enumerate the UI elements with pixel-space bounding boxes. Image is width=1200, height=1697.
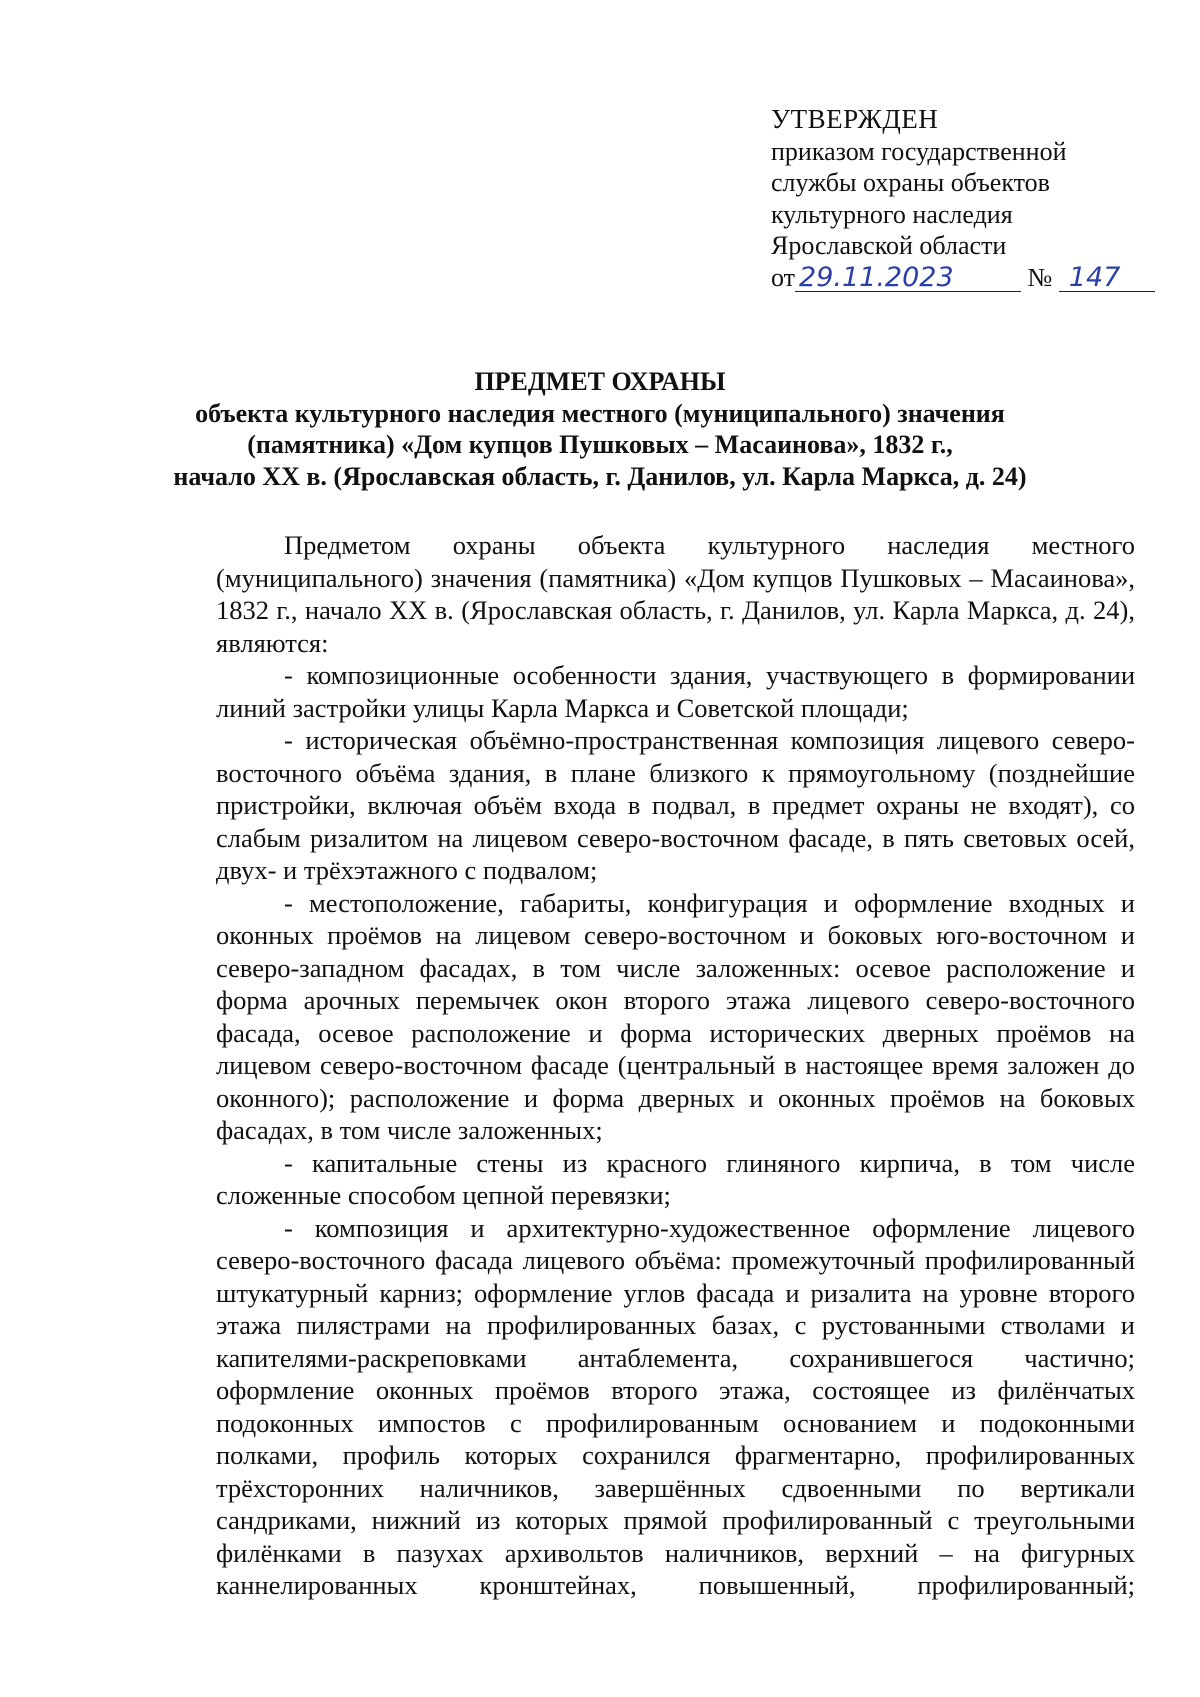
document-body: [216, 529, 1135, 1602]
body-paragraph: Предметом охраны объекта культурного наследия местного (муниципального) значения (памятника) «Дом купцов Пушковых – Масаинова», 1832 г., начало XX в. (Ярославская область, г. Данилов, ул. Карла Маркса, д. 24), являются:: [216, 530, 1135, 658]
date-blank: [795, 261, 1021, 293]
number-prefix: №: [1027, 262, 1053, 292]
approval-line: Ярославской области: [771, 231, 1007, 260]
body-paragraph: - капитальные стены из красного глиняного кирпича, в том числе сложенные способом цепной перевязки;: [216, 1147, 1135, 1210]
body-paragraph: - композиционные особенности здания, участвующего в формировании линий застройки улицы Карла Маркса и Советской площади;: [216, 660, 1135, 723]
heading-title: ПРЕДМЕТ ОХРАНЫ: [474, 367, 726, 396]
date-prefix: от: [771, 262, 796, 292]
handwritten-number: 147: [1068, 261, 1121, 293]
heading-line: объекта культурного наследия местного (муниципального) значения: [195, 398, 1005, 428]
handwritten-date: 29.11.2023: [799, 261, 954, 293]
document-heading: [0, 366, 1200, 492]
heading-line: (памятника) «Дом купцов Пушковых – Масаинова», 1832 г.,: [247, 430, 953, 459]
number-blank: [1059, 261, 1155, 293]
approval-line: службы охраны объектов: [771, 168, 1050, 197]
body-paragraph: - историческая объёмно-пространственная композиция лицевого северо-восточного объёма здания, в плане близкого к прямоугольному (позднейшие пристройки, включая объём входа в подвал, в предмет охраны не входят), со слабым ризалитом на лицевом северо-восточном фасаде, в пять световых осей, двух- и трёхэтажного с подвалом;: [216, 725, 1135, 885]
body-paragraph: - композиция и архитектурно-художественное оформление лицевого северо-восточного фасада лицевого объёма: промежуточный профилированный штукатурный карниз; оформление углов фасада и ризалита на уровне второго этажа пилястрами на профилированных базах, с рустованными стволами и капителями-раскреповками антаблемента, сохранившегося частично; оформление оконных проёмов второго этажа, состоящее из филёнчатых подоконных импостов с профилированным основанием и подоконными полками, профиль которых сохранился фрагментарно, профилированных трёхсторонних наличников, завершённых сдвоенными по вертикали сандриками, нижний из которых прямой профилированный с треугольными филёнками в пазухах архивольтов наличников, верхний – на фигурных каннелированных кронштейнах, повышенный, профилированный;: [216, 1212, 1135, 1600]
heading-line: начало XX в. (Ярославская область, г. Данилов, ул. Карла Маркса, д. 24): [173, 461, 1027, 491]
approval-line: культурного наследия: [771, 199, 1013, 229]
approval-line: приказом государственной: [771, 136, 1067, 166]
body-paragraph: - местоположение, габариты, конфигурация и оформление входных и оконных проёмов на лицевом северо-восточном и боковых юго-восточном и северо-западном фасадах, в том числе заложенных: осевое расположение и форма арочных перемычек окон второго этажа лицевого северо-восточного фасада, осевое расположение и форма исторических дверных проёмов на лицевом северо-восточном фасаде (центральный в настоящее время заложен до оконного); расположение и форма дверных и оконных проёмов на боковых фасадах, в том числе заложенных;: [216, 887, 1135, 1145]
approval-block: [771, 104, 1151, 293]
approval-title: УТВЕРЖДЕН: [771, 104, 939, 134]
approval-date-line: [771, 262, 1151, 294]
